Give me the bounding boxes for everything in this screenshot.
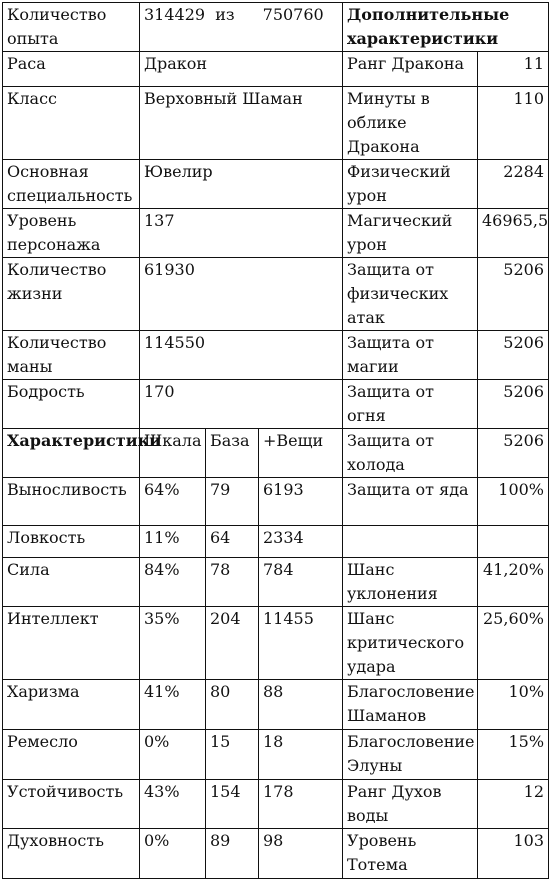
extra-value xyxy=(478,526,549,558)
extra-label: Благословение Шаманов xyxy=(343,680,478,730)
extra-label: Защита от огня xyxy=(343,380,478,429)
info-label: Бодрость xyxy=(3,380,140,429)
experience-max: 750760 xyxy=(262,5,324,24)
stat-base: 79 xyxy=(206,478,259,526)
stat-row xyxy=(3,558,549,607)
stat-scale: 64% xyxy=(140,478,206,526)
stat-scale: 41% xyxy=(140,680,206,730)
extra-value: 5206 xyxy=(478,380,549,429)
stat-scale: 35% xyxy=(140,607,206,680)
extra-value: 2284 xyxy=(478,160,549,209)
extra-value: 11 xyxy=(478,52,549,87)
character-stats-table xyxy=(2,2,549,879)
stat-items: 18 xyxy=(259,730,343,780)
info-row xyxy=(3,258,549,331)
extra-label: Ранг Духов воды xyxy=(343,780,478,829)
stat-base: 15 xyxy=(206,730,259,780)
experience-current: 314429 xyxy=(144,5,206,24)
extra-value: 5206 xyxy=(478,258,549,331)
stat-scale: 0% xyxy=(140,829,206,879)
info-value: 114550 xyxy=(140,331,343,380)
stat-scale: 84% xyxy=(140,558,206,607)
extra-value: 10% xyxy=(478,680,549,730)
stat-base: 89 xyxy=(206,829,259,879)
extra-label: Ранг Дракона xyxy=(343,52,478,87)
extra-value: 12 xyxy=(478,780,549,829)
stat-base: 154 xyxy=(206,780,259,829)
extra-value: 103 xyxy=(478,829,549,879)
stat-scale: 43% xyxy=(140,780,206,829)
extra-label: Минуты в облике Дракона xyxy=(343,87,478,160)
experience-label: Количество опыта xyxy=(3,3,140,52)
info-row xyxy=(3,160,549,209)
stat-name: Ловкость xyxy=(3,526,140,558)
extra-label: Защита от магии xyxy=(343,331,478,380)
stat-base: 204 xyxy=(206,607,259,680)
stat-name: Духовность xyxy=(3,829,140,879)
info-value: 61930 xyxy=(140,258,343,331)
info-label: Уровень персонажа xyxy=(3,209,140,258)
info-value: Верховный Шаман xyxy=(140,87,343,160)
stats-header-scale: Шкала xyxy=(140,429,206,478)
extra-value: 46965,5 xyxy=(478,209,549,258)
stat-base: 78 xyxy=(206,558,259,607)
extra-label xyxy=(343,526,478,558)
stat-items: 178 xyxy=(259,780,343,829)
extra-value: 25,60% xyxy=(478,607,549,680)
stat-name: Интеллект xyxy=(3,607,140,680)
extra-label: Защита от яда xyxy=(343,478,478,526)
extra-label: Защита от физических атак xyxy=(343,258,478,331)
stat-base: 64 xyxy=(206,526,259,558)
stat-items: 98 xyxy=(259,829,343,879)
info-value: 170 xyxy=(140,380,343,429)
stats-header-items: +Вещи xyxy=(259,429,343,478)
stat-row xyxy=(3,730,549,780)
extra-value: 15% xyxy=(478,730,549,780)
info-value: 137 xyxy=(140,209,343,258)
stats-header-base: База xyxy=(206,429,259,478)
extra-header: Дополнительные характеристики xyxy=(343,3,549,52)
info-row xyxy=(3,209,549,258)
stat-row xyxy=(3,780,549,829)
stats-header-row xyxy=(3,429,549,478)
stat-row xyxy=(3,607,549,680)
stat-name: Ремесло xyxy=(3,730,140,780)
extra-value: 110 xyxy=(478,87,549,160)
experience-value xyxy=(140,3,343,52)
extra-label: Защита от холода xyxy=(343,429,478,478)
info-label: Раса xyxy=(3,52,140,87)
stat-items: 11455 xyxy=(259,607,343,680)
stat-row xyxy=(3,680,549,730)
extra-label: Физический урон xyxy=(343,160,478,209)
info-row xyxy=(3,52,549,87)
extra-label: Уровень Тотема xyxy=(343,829,478,879)
stat-row xyxy=(3,478,549,526)
extra-value: 41,20% xyxy=(478,558,549,607)
stat-scale: 0% xyxy=(140,730,206,780)
stat-base: 80 xyxy=(206,680,259,730)
info-value: Дракон xyxy=(140,52,343,87)
stat-name: Выносливость xyxy=(3,478,140,526)
experience-of-word: из xyxy=(215,5,235,24)
info-label: Количество жизни xyxy=(3,258,140,331)
stat-row xyxy=(3,829,549,879)
stat-scale: 11% xyxy=(140,526,206,558)
extra-value: 5206 xyxy=(478,429,549,478)
info-row xyxy=(3,331,549,380)
stats-header-name: Характеристики xyxy=(3,429,140,478)
experience-row xyxy=(3,3,549,52)
stat-items: 88 xyxy=(259,680,343,730)
info-row xyxy=(3,87,549,160)
extra-label: Благословение Элуны xyxy=(343,730,478,780)
stat-name: Сила xyxy=(3,558,140,607)
extra-value: 5206 xyxy=(478,331,549,380)
extra-value: 100% xyxy=(478,478,549,526)
info-label: Класс xyxy=(3,87,140,160)
stat-name: Устойчивость xyxy=(3,780,140,829)
info-value: Ювелир xyxy=(140,160,343,209)
stat-row xyxy=(3,526,549,558)
stat-name: Харизма xyxy=(3,680,140,730)
info-label: Количество маны xyxy=(3,331,140,380)
extra-label: Шанс критического удара xyxy=(343,607,478,680)
extra-label: Шанс уклонения xyxy=(343,558,478,607)
info-row xyxy=(3,380,549,429)
info-label: Основная специальность xyxy=(3,160,140,209)
stat-items: 784 xyxy=(259,558,343,607)
extra-label: Магический урон xyxy=(343,209,478,258)
stat-items: 6193 xyxy=(259,478,343,526)
stat-items: 2334 xyxy=(259,526,343,558)
